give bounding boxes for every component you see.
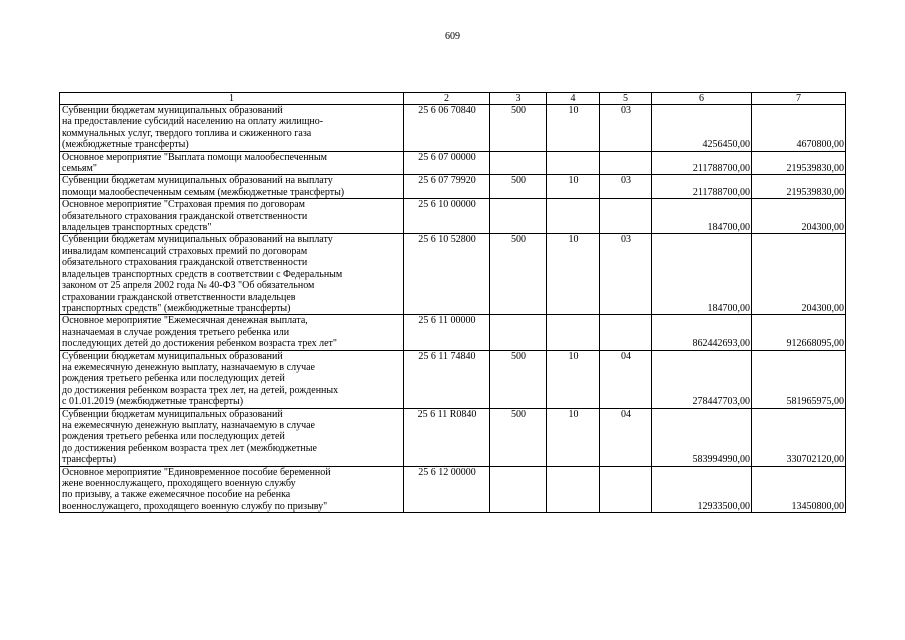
row-name-cell: Субвенции бюджетам муниципальных образований на предоставление субсидий населению на оплату жилищно- коммунальных услуг, твердого топлива и сжиженного газа (межбюджетные трансферты) (60, 105, 404, 152)
row-value6-cell: 184700,00 (652, 234, 752, 315)
row-name-cell: Основное мероприятие "Ежемесячная денежная выплата, назначаемая в случае рождения третьего ребенка или последующих детей до достижения ребенком возраста трех лет" (60, 315, 404, 350)
row-code-cell: 25 6 06 70840 (404, 105, 490, 152)
row-name-cell: Основное мероприятие "Единовременное пособие беременной жене военнослужащего, проходящего военную службу по призыву, а также ежемесячное пособие на ребенка военнослужащего, проходящего военную службу по призыву" (60, 466, 404, 513)
header-cell: 3 (490, 93, 547, 105)
row-col3-cell (490, 466, 547, 513)
row-code-cell: 25 6 12 00000 (404, 466, 490, 513)
row-col3-cell (490, 151, 547, 175)
row-value6-cell: 278447703,00 (652, 350, 752, 408)
table-row (60, 350, 846, 408)
row-value6-cell: 184700,00 (652, 199, 752, 234)
row-col4-cell (547, 151, 600, 175)
row-value7-cell: 13450800,00 (752, 466, 846, 513)
row-col4-cell: 10 (547, 408, 600, 466)
row-value7-cell: 912668095,00 (752, 315, 846, 350)
row-value6-cell: 583994990,00 (652, 408, 752, 466)
row-col5-cell (600, 315, 652, 350)
row-col3-cell (490, 199, 547, 234)
header-cell: 4 (547, 93, 600, 105)
table-row (60, 234, 846, 315)
row-code-cell: 25 6 07 00000 (404, 151, 490, 175)
header-cell: 2 (404, 93, 490, 105)
table-row (60, 175, 846, 199)
header-cell: 7 (752, 93, 846, 105)
row-name-cell: Субвенции бюджетам муниципальных образований на ежемесячную денежную выплату, назначаемую в случае рождения третьего ребенка или последующих детей до достижения ребенком возраста трех лет, на детей, рожденных с 01.01.2019 (межбюджетные трансферты) (60, 350, 404, 408)
row-col3-cell: 500 (490, 175, 547, 199)
row-value7-cell: 204300,00 (752, 234, 846, 315)
row-value7-cell: 4670800,00 (752, 105, 846, 152)
page-number: 609 (445, 31, 460, 42)
row-col4-cell: 10 (547, 105, 600, 152)
row-col3-cell: 500 (490, 234, 547, 315)
row-col5-cell: 04 (600, 350, 652, 408)
row-name-cell: Основное мероприятие "Выплата помощи малообеспеченным семьям" (60, 151, 404, 175)
row-name-cell: Субвенции бюджетам муниципальных образований на выплату инвалидам компенсаций страховых премий по договорам обязательного страхования гражданской ответственности владельцев транспортных средств в соответствии с Федеральным законом от 25 апреля 2002 года № 40-ФЗ "Об обязательном страховании гражданской ответственности владельцев транспортных средств" (межбюджетные трансферты) (60, 234, 404, 315)
row-col3-cell: 500 (490, 105, 547, 152)
row-value6-cell: 12933500,00 (652, 466, 752, 513)
row-col5-cell: 03 (600, 175, 652, 199)
row-col5-cell: 04 (600, 408, 652, 466)
header-cell: 5 (600, 93, 652, 105)
row-name-cell: Субвенции бюджетам муниципальных образований на ежемесячную денежную выплату, назначаемую в случае рождения третьего ребенка или последующих детей до достижения ребенком возраста трех лет (межбюджетные трансферты) (60, 408, 404, 466)
table-row (60, 199, 846, 234)
row-col4-cell (547, 199, 600, 234)
table-row (60, 408, 846, 466)
table-row (60, 315, 846, 350)
row-col5-cell (600, 199, 652, 234)
row-value7-cell: 330702120,00 (752, 408, 846, 466)
row-col3-cell: 500 (490, 350, 547, 408)
row-value6-cell: 211788700,00 (652, 151, 752, 175)
row-name-cell: Основное мероприятие "Страховая премия по договорам обязательного страхования гражданской ответственности владельцев транспортных средств" (60, 199, 404, 234)
row-code-cell: 25 6 11 R0840 (404, 408, 490, 466)
row-code-cell: 25 6 11 00000 (404, 315, 490, 350)
row-name-cell: Субвенции бюджетам муниципальных образований на выплату помощи малообеспеченным семьям (межбюджетные трансферты) (60, 175, 404, 199)
row-code-cell: 25 6 07 79920 (404, 175, 490, 199)
row-code-cell: 25 6 11 74840 (404, 350, 490, 408)
row-col3-cell: 500 (490, 408, 547, 466)
row-value7-cell: 219539830,00 (752, 151, 846, 175)
row-col5-cell: 03 (600, 234, 652, 315)
row-value6-cell: 4256450,00 (652, 105, 752, 152)
row-col4-cell (547, 466, 600, 513)
row-code-cell: 25 6 10 00000 (404, 199, 490, 234)
row-value6-cell: 862442693,00 (652, 315, 752, 350)
row-col3-cell (490, 315, 547, 350)
table-header-row (60, 93, 846, 105)
row-col4-cell: 10 (547, 234, 600, 315)
row-col4-cell (547, 315, 600, 350)
row-col4-cell: 10 (547, 350, 600, 408)
budget-table (59, 92, 846, 513)
row-code-cell: 25 6 10 52800 (404, 234, 490, 315)
row-col5-cell (600, 151, 652, 175)
row-value7-cell: 581965975,00 (752, 350, 846, 408)
table-row (60, 466, 846, 513)
row-value7-cell: 219539830,00 (752, 175, 846, 199)
header-cell: 1 (60, 93, 404, 105)
table-row (60, 151, 846, 175)
row-col5-cell (600, 466, 652, 513)
header-cell: 6 (652, 93, 752, 105)
row-col5-cell: 03 (600, 105, 652, 152)
row-col4-cell: 10 (547, 175, 600, 199)
row-value7-cell: 204300,00 (752, 199, 846, 234)
row-value6-cell: 211788700,00 (652, 175, 752, 199)
table-row (60, 105, 846, 152)
